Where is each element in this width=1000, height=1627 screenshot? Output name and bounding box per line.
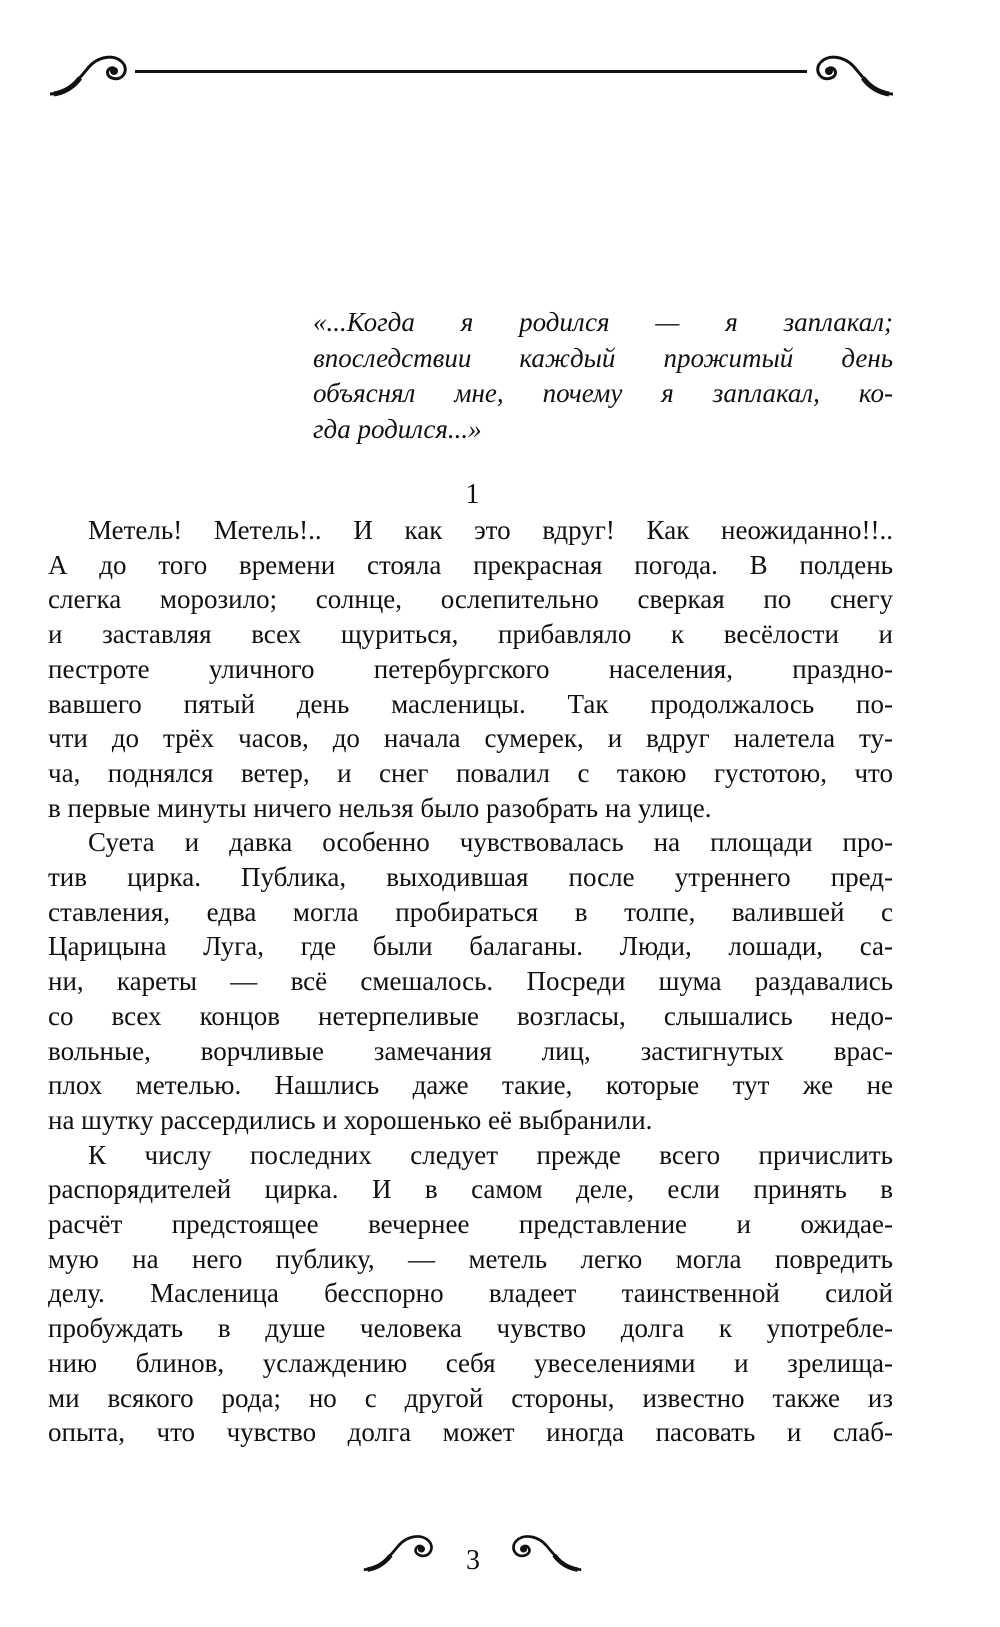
text-line: ми всякого рода; но с другой стороны, известно также из [48,1382,893,1413]
text-line: ставления, едва могла пробираться в толпе, валившей с [48,896,893,927]
text-line: и заставляя всех щуриться, прибавляло к весёлости и [48,619,893,650]
epigraph-line: объяснял мне, почему я заплакал, ко- [313,378,893,409]
text-line: ча, поднялся ветер, и снег повалил с такою густотою, что [48,757,893,788]
paragraph [48,1138,893,1450]
flourish-right-icon [500,1530,585,1575]
text-line: на шутку рассердились и хорошенько её выбранили. [48,1104,653,1135]
text-line: слегка морозило; солнце, ослепительно сверкая по снегу [48,584,893,615]
flourish-left-icon [48,50,138,100]
text-line: опыта, что чувство долга может иногда пасовать и слаб- [48,1417,893,1448]
text-line: в первые минуты ничего нельзя было разобрать на улице. [48,792,712,823]
epigraph [313,305,893,447]
text-line: мую на него публику, — метель легко могла повредить [48,1243,893,1274]
text-line: Суета и давка особенно чувствовалась на площади про- [88,827,893,858]
text-line: распорядителей цирка. И в самом деле, если принять в [48,1174,893,1205]
flourish-left-icon [360,1530,445,1575]
text-line: пестроте уличного петербургского населения, праздно- [48,653,893,684]
text-line: Царицына Луга, где были балаганы. Люди, лошади, са- [48,931,893,962]
epigraph-line: впоследствии каждый прожитый день [313,342,893,373]
text-line: вольные, ворчливые замечания лиц, застигнутых врас- [48,1035,893,1066]
text-line: со всех концов нетерпеливые возгласы, слышались недо- [48,1000,893,1031]
text-line: Метель! Метель!.. И как это вдруг! Как неожиданно!!.. [88,515,893,545]
paragraph [48,825,893,1137]
text-line: ни, кареты — всё смешалось. Посреди шума раздавались [48,966,893,997]
epigraph-line: гда родился...» [313,413,482,444]
header-rule [135,70,807,73]
text-line: пробуждать в душе человека чувство долга к употребле- [48,1313,893,1344]
text-line: делу. Масленица бесспорно владеет таинственной силой [48,1278,893,1309]
page-number: 3 [466,1545,480,1576]
flourish-right-icon [805,50,895,100]
paragraph [48,513,893,825]
epigraph-line: «...Когда я родился — я заплакал; [313,307,893,337]
text-line: А до того времени стояла прекрасная погода. В полдень [48,549,893,580]
text-line: плох метелью. Нашлись даже такие, которые тут же не [48,1070,893,1101]
body-text [48,513,893,1450]
chapter-number: 1 [465,479,480,510]
text-line: вавшего пятый день масленицы. Так продолжалось по- [48,688,893,719]
text-line: расчёт предстоящее вечернее представление и ожидае- [48,1209,893,1240]
text-line: К числу последних следует прежде всего причислить [88,1139,893,1170]
text-line: чти до трёх часов, до начала сумерек, и вдруг налетела ту- [48,723,893,754]
text-line: нию блинов, услаждению себя увеселениями и зрелища- [48,1347,893,1378]
text-line: тив цирка. Публика, выходившая после утреннего пред- [48,862,893,893]
